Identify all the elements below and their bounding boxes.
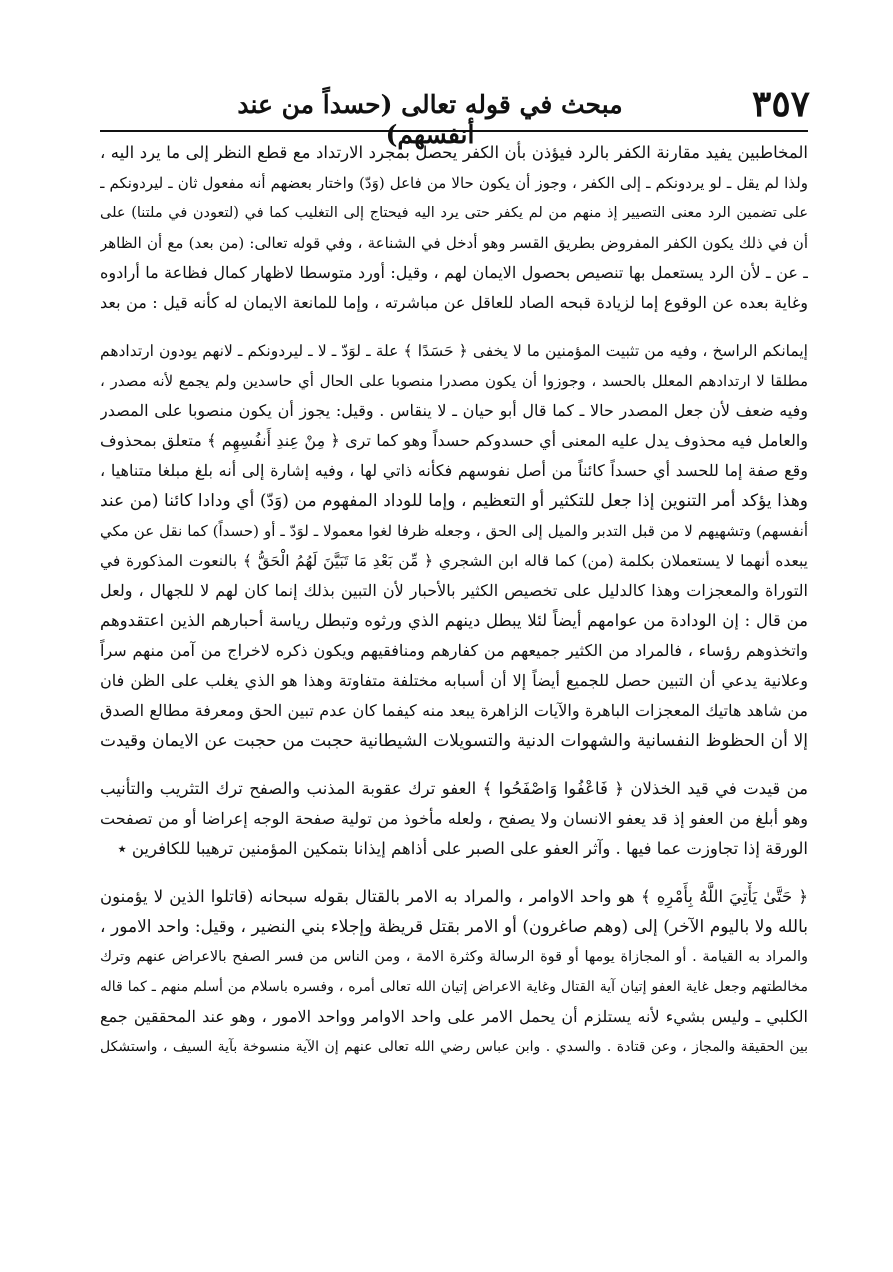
paragraph-1 bbox=[100, 138, 808, 318]
text-line: من قال : إن الودادة من عوامهم أيضاً لئلا يبطل دينهم الذي ورثوه وتبطل رياسة أحبارهم الذين اعتقدوهم bbox=[100, 611, 808, 630]
text-line: بين الحقيقة والمجاز ، وعن قتادة . والسدي . وابن عباس رضي الله تعالى عنهم إن الآية منسوخة بآية السيف ، واستشكل bbox=[100, 1039, 808, 1055]
body-text bbox=[100, 138, 808, 1062]
text-line: ﴿ حَتَّىٰ يَأْتِيَ اللَّهُ بِأَمْرِهِ ﴾ هو واحد الاوامر ، والمراد به الامر بالقتال بقوله سبحانه (قاتلوا الذين لا يؤمنون bbox=[100, 887, 808, 906]
text-line: إلا أن الحظوظ النفسانية والشهوات الدنية والتسويلات الشيطانية حجبت من حجبت عن الايمان وقيدت bbox=[100, 731, 808, 751]
paragraph-2 bbox=[100, 336, 808, 756]
text-line: يبعده أنهما لا يستعملان بكلمة (من) كما قاله ابن الشجري ﴿ مِّن بَعْدِ مَا تَبَيَّنَ لَهُمُ الْحَقُّ ﴾ بالنعوت المذكورة في bbox=[100, 552, 808, 570]
text-line: بالله ولا باليوم الآخر) إلى (وهم صاغرون) أو الامر بقتل قريظة وإجلاء بني النضير ، وقيل: واحد الامور ، bbox=[100, 917, 808, 937]
text-line: من شاهد هاتيك المعجزات الباهرة والآيات الزاهرة يبعد منه كيفما كان عدم تبين الحق ومعرفة مطالع الصدق bbox=[100, 701, 808, 720]
text-line: وغاية بعده عن الوقوع إما لزيادة قبحه الصاد للعاقل عن مباشرته ، وإما للمانعة الايمان له كأنه قيل : من بعد bbox=[100, 293, 808, 312]
text-line: مخالطتهم وجعل غاية العفو إتيان آية القتال وغاية الاعراض إتيان الله تعالى أمره ، وفسره باسلام من أسلم منهم ـ كما قاله bbox=[100, 979, 808, 995]
text-line: من قيدت في قيد الخذلان ﴿ فَاعْفُوا وَاصْفَحُوا ﴾ العفو ترك عقوبة المذنب والصفح ترك التثريب والتأنيب bbox=[100, 779, 808, 798]
text-line: وفيه ضعف لأن جعل المصدر حالا ـ كما قال أبو حيان ـ لا ينقاس . وقيل: يجوز أن يكون منصوبا على المصدر bbox=[100, 401, 808, 420]
text-line: الورقة إذا تجاوزت عما فيها . وآثر العفو على الصبر على أذاهم إيذانا بتمكين المؤمنين ترهيبا للكافرين ٭ bbox=[117, 839, 808, 858]
running-title: مبحث في قوله تعالى (حسداً من عند أنفسهم) bbox=[237, 90, 623, 149]
text-line: الكلبي ـ وليس بشيء لأنه يستلزم أن يحمل الامر على واحد الاوامر وواحد الامور ، وهو عند المحققين جمع bbox=[100, 1007, 808, 1026]
text-line: على تضمين الرد معنى التصيير إذ منهم من لم يكفر حتى يرد اليه فيحتاج إلى التغليب كما في (لتعودن في ملتنا) على bbox=[100, 205, 808, 221]
text-line: أنفسهم) وتشهيهم لا من قبل التدبر والميل إلى الحق ، وجعله ظرفا لغوا معمولا ـ لوَدّ ـ أو (حسداً) كما نقل عن مكي bbox=[100, 522, 808, 540]
text-line: وقع صفة إما للحسد أي حسداً كائناً من أصل نفوسهم فكأنه ذاتي لها ، وفيه إشارة إلى أنه بلغ مبلغا متناهيا ، bbox=[100, 461, 808, 480]
text-line: ولذا لم يقل ـ لو يردونكم ـ إلى الكفر ، وجوز أن يكون حالا من فاعل (وَدّ) واختار بعضهم أنه مفعول ثان ـ ليردونكم ـ bbox=[100, 174, 808, 192]
text-line: وعلانية يدعي أن التبين حصل للجميع أيضاً إلا أن أسبابه مختلفة متفاوتة وهذا هو الذي يغلب على الظن فان bbox=[100, 671, 808, 690]
text-line: التوراة والمعجزات وهذا كالدليل على تخصيص الكثير بالأحبار لأن التبين بذلك إنما كان لهم لا للجهال ، ولعل bbox=[100, 581, 808, 600]
text-line: والعامل فيه محذوف يدل عليه المعنى أي حسدوكم حسداً وهو كما ترى ﴿ مِنْ عِندِ أَنفُسِهِم ﴾ متعلق بمحذوف bbox=[100, 431, 808, 450]
text-line: ـ عن ـ لأن الرد يستعمل بها تنصيص بحصول الايمان لهم ، وقيل: أورد متوسطا لاظهار كمال فظاعة ما أرادوه bbox=[100, 263, 808, 282]
text-line: وهذا يؤكد أمر التنوين إذا جعل للتكثير أو التعظيم ، وإما للوداد المفهوم من (وَدّ) أي ودادا كائنا (من عند bbox=[100, 491, 808, 511]
paragraph-4 bbox=[100, 882, 808, 1062]
text-line: مطلقا لا ارتدادهم المعلل بالحسد ، وجوزوا أن يكون مصدرا منصوبا على الحال أي حاسدين ولم يجمع لأنه مصدر ، bbox=[100, 372, 808, 390]
page-header bbox=[120, 82, 810, 149]
page-number: ٣٥٧ bbox=[751, 83, 810, 125]
text-line: والمراد به القيامة . أو المجازاة يومها أو قوة الرسالة وكثرة الامة ، ومن الناس من فسر الصفح بالاعراض عنهم وترك bbox=[100, 949, 808, 965]
text-line: واتخذوهم رؤساء ، فالمراد من الكثير جميعهم من كفارهم ومنافقيهم ويكون ذكره لاخراج من آمن منهم سراً bbox=[100, 641, 808, 660]
text-line: وهو أبلغ من العفو إذ قد يعفو الانسان ولا يصفح ، ولعله مأخوذ من تولية صفحة الوجه إعراضا أو من تصفحت bbox=[100, 809, 808, 828]
header-rule bbox=[100, 130, 808, 132]
text-line: أن في ذلك يكون الكفر المفروض بطريق القسر وهو أدخل في الشناعة ، وفي قوله تعالى: (من بعد) مع أن الظاهر bbox=[100, 234, 808, 252]
text-line: المخاطبين يفيد مقارنة الكفر بالرد فيؤذن بأن الكفر يحصل بمجرد الارتداد مع قطع النظر إلى ما يرد اليه ، bbox=[100, 143, 808, 162]
paragraph-3 bbox=[100, 774, 808, 864]
text-line: إيمانكم الراسخ ، وفيه من تثبيت المؤمنين ما لا يخفى ﴿ حَسَدًا ﴾ علة ـ لوَدّ ـ لا ـ ليردونكم ـ لانهم يودون ارتدادهم bbox=[100, 342, 808, 360]
